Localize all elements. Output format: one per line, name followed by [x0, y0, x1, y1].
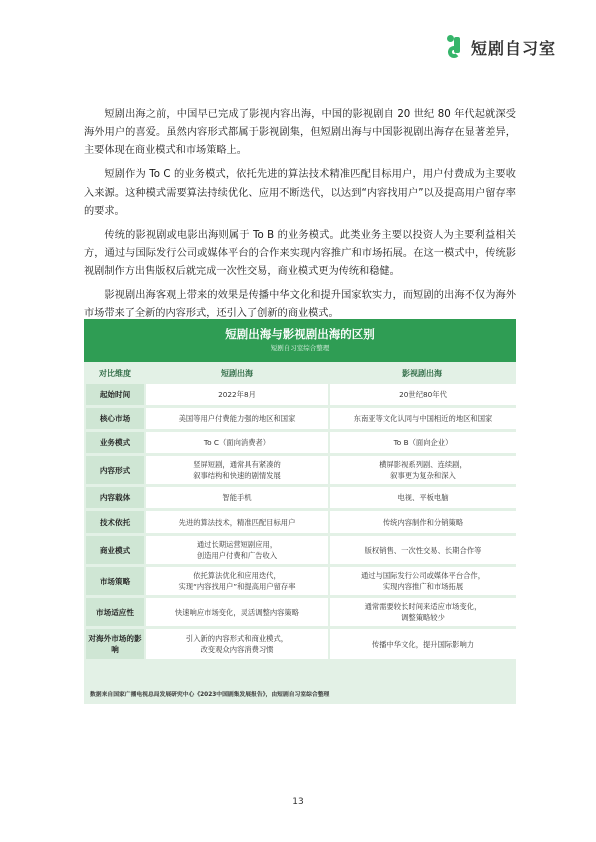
- row-short-drama: 快速响应市场变化，灵活调整内容策略: [146, 598, 328, 626]
- table-row: [84, 629, 516, 659]
- page-number: 13: [292, 797, 304, 807]
- row-tv-drama: 20世纪80年代: [330, 384, 516, 405]
- row-short-drama: 通过长期运营短剧应用， 创造用户付费和广告收入: [146, 536, 328, 564]
- row-tv-drama: To B（面向企业）: [330, 432, 516, 453]
- row-short-drama: To C（面向消费者）: [146, 432, 328, 453]
- brand-name: 短剧自习室: [470, 38, 556, 58]
- row-tv-drama: 横屏影视系列剧、连续剧， 叙事更为复杂和深入: [330, 456, 516, 484]
- row-dimension: 对海外市场的影响: [86, 629, 144, 659]
- row-tv-drama: 传统内容制作和分销策略: [330, 511, 516, 533]
- row-dimension: 商业模式: [86, 536, 144, 564]
- paragraph: 短剧作为 To C 的业务模式，依托先进的算法技术精准匹配目标用户，用户付费成为主要收入来源。这种模式需要算法持续优化、应用不断迭代，以达到“内容找用户”以及提高用户留存率的要求。: [84, 169, 516, 217]
- table-row: [84, 567, 516, 595]
- row-tv-drama: 通常需要较长时间来适应市场变化， 调整策略较少: [330, 598, 516, 626]
- paragraph: 短剧出海之前，中国早已完成了影视内容出海，中国的影视剧自 20 世纪 80 年代起就深受海外用户的喜爱。虽然内容形式都属于影视剧集，但短剧出海与中国影视剧出海存在显著差异，主要体现在商业模式和市场策略上。: [84, 109, 516, 157]
- row-dimension: 市场适应性: [86, 598, 144, 626]
- row-short-drama: 美国等用户付费能力强的地区和国家: [146, 408, 328, 429]
- row-tv-drama: 传播中华文化，提升国际影响力: [330, 629, 516, 659]
- row-dimension: 市场策略: [86, 567, 144, 595]
- table-body: [84, 362, 516, 662]
- row-dimension: 内容载体: [86, 487, 144, 508]
- leaf-d-logo-icon: [447, 35, 467, 59]
- table-row: [84, 487, 516, 508]
- comparison-table: [84, 319, 516, 704]
- brand-header: [447, 35, 556, 59]
- column-header-tv-drama: 影视剧出海: [402, 368, 442, 378]
- column-header-short-drama: 短剧出海: [221, 368, 253, 378]
- row-short-drama: 竖屏短剧，通常具有紧凑的 叙事结构和快速的剧情发展: [146, 456, 328, 484]
- paragraph: 影视剧出海客观上带来的效果是传播中华文化和提升国家软实力，而短剧的出海不仅为海外市场带来了全新的内容形式，还引入了创新的商业模式。: [84, 290, 516, 320]
- table-row: [84, 384, 516, 405]
- row-short-drama: 依托算法优化和应用迭代， 实现“内容找用户”和提高用户留存率: [146, 567, 328, 595]
- row-dimension: 内容形式: [86, 456, 144, 484]
- row-tv-drama: 通过与国际发行公司或媒体平台合作， 实现内容推广和市场拓展: [330, 567, 516, 595]
- row-short-drama: 先进的算法技术，精准匹配目标用户: [146, 511, 328, 533]
- row-tv-drama: 东南亚等文化认同与中国相近的地区和国家: [330, 408, 516, 429]
- table-row: [84, 511, 516, 533]
- row-dimension: 技术依托: [86, 511, 144, 533]
- row-dimension: 业务模式: [86, 432, 144, 453]
- table-row: [84, 432, 516, 453]
- table-row: [84, 408, 516, 429]
- row-short-drama: 智能手机: [146, 487, 328, 508]
- table-source-note: 数据来自国家广播电视总局发展研究中心《2023中国剧集发展报告》，由短剧自习室综合整理: [90, 692, 330, 698]
- paragraph: 传统的影视剧或电影出海则属于 To B 的业务模式。此类业务主要以投资人为主要利益相关方，通过与国际发行公司或媒体平台的合作来实现内容推广和市场拓展。在这一模式中，传统影视剧制作方出售版权后就完成一次性交易，商业模式更为传统和稳健。: [84, 229, 516, 278]
- row-tv-drama: 版权销售、一次性交易、长期合作等: [330, 536, 516, 564]
- table-row: [84, 598, 516, 626]
- row-short-drama: 2022年8月: [146, 384, 328, 405]
- table-subtitle: 短剧自习室综合整理: [270, 344, 330, 352]
- row-tv-drama: 电视、平板电脑: [330, 487, 516, 508]
- table-title: 短剧出海与影视剧出海的区别: [225, 327, 375, 341]
- table-row: [84, 456, 516, 484]
- table-header: [84, 319, 516, 362]
- column-header-dimension: 对比维度: [99, 368, 131, 378]
- row-dimension: 核心市场: [86, 408, 144, 429]
- row-dimension: 起始时间: [86, 384, 144, 405]
- column-headers: [84, 362, 516, 384]
- body-text: [84, 106, 516, 329]
- row-short-drama: 引入新的内容形式和商业模式， 改变观众内容消费习惯: [146, 629, 328, 659]
- table-row: [84, 536, 516, 564]
